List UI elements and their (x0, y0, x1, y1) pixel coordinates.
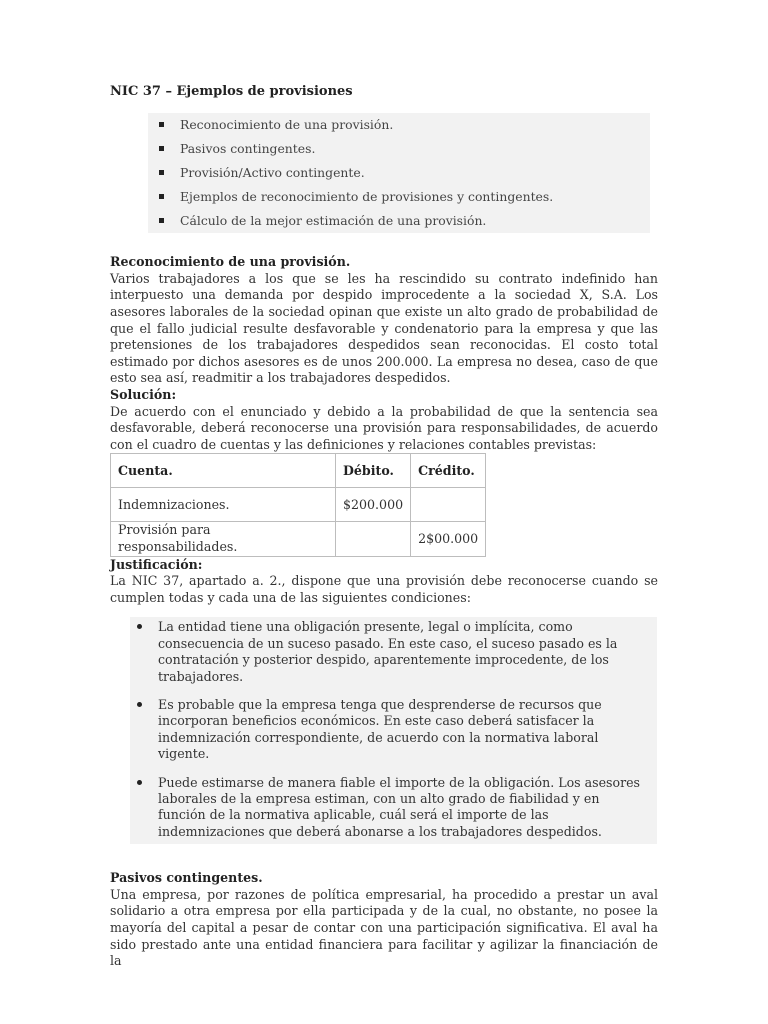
table-row (111, 522, 486, 556)
solution-label: Solución: (110, 386, 177, 402)
table-cell: 2$00.000 (411, 522, 486, 556)
conditions-list (130, 617, 657, 844)
condition-item: Puede estimarse de manera fiable el importe de la obligación. Los asesores laborales de la empresa estiman, con un alto grado de fiabilidad y en función de la normativa aplicable, cuál será el importe de las indemnizaciones que deberá abonarse a los trabajadores despedidos. (130, 775, 657, 841)
table-cell: $200.000 (336, 488, 411, 522)
justification-label: Justificación: (110, 556, 203, 572)
table-cell: Indemnizaciones. (111, 488, 336, 522)
section-heading-reconocimiento: Reconocimiento de una provisión. (110, 254, 351, 270)
section-heading-pasivos: Pasivos contingentes. (110, 870, 263, 886)
table-cell (336, 522, 411, 556)
solution-text: De acuerdo con el enunciado y debido a la probabilidad de que la sentencia sea desfavorable, deberá reconocerse una provisión para responsabilidades, de acuerdo con el cuadro de cuentas y las definiciones y relaciones contables previstas: (110, 403, 658, 452)
toc-item: Provisión/Activo contingente. (148, 161, 650, 185)
table-header-cell: Débito. (336, 454, 411, 488)
toc-item: Ejemplos de reconocimiento de provisiones y contingentes. (148, 185, 650, 209)
toc-item: Cálculo de la mejor estimación de una provisión. (148, 209, 650, 233)
table-header-row (111, 454, 486, 488)
table-cell (411, 488, 486, 522)
accounting-table (110, 453, 486, 556)
table-header-cell: Crédito. (411, 454, 486, 488)
toc-item: Pasivos contingentes. (148, 137, 650, 161)
condition-item: Es probable que la empresa tenga que desprenderse de recursos que incorporan beneficios económicos. En este caso deberá satisfacer la indemnización correspondiente, de acuerdo con la normativa laboral vigente. (130, 697, 657, 763)
toc-item: Reconocimiento de una provisión. (148, 113, 650, 137)
toc-list (148, 113, 650, 233)
justification-text: La NIC 37, apartado a. 2., dispone que una provisión debe reconocerse cuando se cumplen todas y cada una de las siguientes condiciones: (110, 573, 658, 605)
table-cell: Provisión para responsabilidades. (111, 522, 336, 556)
table-header-cell: Cuenta. (111, 454, 336, 488)
section2-body: Una empresa, por razones de política empresarial, ha procedido a prestar un aval solidario a otra empresa por ella participada y de la cual, no obstante, no posee la mayoría del capital a pesar de contar con una participación significativa. El aval ha sido prestado ante una entidad financiera para facilitar y agilizar la financiación de la (110, 886, 658, 969)
table-row (111, 488, 486, 522)
document-title: NIC 37 – Ejemplos de provisiones (110, 84, 353, 99)
section1-body: Varios trabajadores a los que se les ha rescindido su contrato indefinido han interpuesto una demanda por despido improcedente a la sociedad X, S.A. Los asesores laborales de la sociedad opinan que existe un alto grado de probabilidad de que el fallo judicial resulte desfavorable y condenatorio para la empresa y que las pretensiones de los trabajadores despedidos sean reconocidas. El costo total estimado por dichos asesores es de unos 200.000. La empresa no desea, caso de que esto sea así, readmitir a los trabajadores despedidos. (110, 270, 658, 386)
document-page (110, 84, 658, 970)
condition-item: La entidad tiene una obligación presente, legal o implícita, como consecuencia de un suceso pasado. En este caso, el suceso pasado es la contratación y posterior despido, aparentemente improcedente, de los trabajadores. (130, 619, 657, 685)
